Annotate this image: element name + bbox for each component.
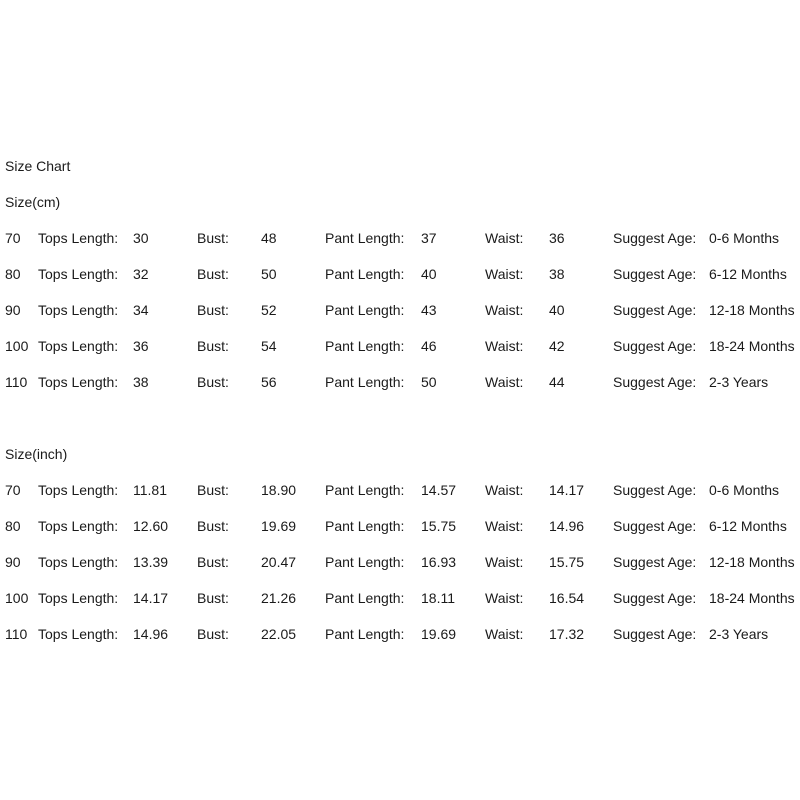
pant-length-value: 18.11 <box>421 590 455 606</box>
waist-value: 42 <box>549 338 565 354</box>
suggest-age-value: 2-3 Years <box>709 374 769 390</box>
cm-heading: Size(cm) <box>5 194 61 210</box>
tops-length-value: 13.39 <box>133 554 169 570</box>
tops-length-value: 32 <box>133 266 149 282</box>
tops-length-label: Tops Length: <box>38 302 119 318</box>
size-value: 110 <box>5 374 28 390</box>
suggest-age-value: 12-18 Months <box>709 554 795 570</box>
waist-label: Waist: <box>485 266 524 282</box>
waist-value: 14.17 <box>549 482 585 498</box>
pant-length-label: Pant Length: <box>325 482 405 498</box>
suggest-age-value: 2-3 Years <box>709 626 769 642</box>
table-row <box>0 266 800 282</box>
suggest-age-label: Suggest Age: <box>613 266 697 282</box>
waist-label: Waist: <box>485 374 524 390</box>
pant-length-label: Pant Length: <box>325 230 405 246</box>
size-value: 70 <box>5 230 21 246</box>
suggest-age-value: 6-12 Months <box>709 266 787 282</box>
pant-length-value: 43 <box>421 302 437 318</box>
inch-heading: Size(inch) <box>5 446 68 462</box>
size-value: 110 <box>5 626 28 642</box>
tops-length-value: 14.96 <box>133 626 169 642</box>
suggest-age-value: 0-6 Months <box>709 482 780 498</box>
waist-label: Waist: <box>485 518 524 534</box>
bust-value: 20.47 <box>261 554 297 570</box>
pant-length-label: Pant Length: <box>325 518 405 534</box>
bust-label: Bust: <box>197 626 229 642</box>
pant-length-label: Pant Length: <box>325 590 405 606</box>
suggest-age-label: Suggest Age: <box>613 230 697 246</box>
bust-label: Bust: <box>197 518 229 534</box>
waist-label: Waist: <box>485 626 524 642</box>
tops-length-label: Tops Length: <box>38 374 119 390</box>
tops-length-value: 12.60 <box>133 518 169 534</box>
tops-length-value: 14.17 <box>133 590 169 606</box>
suggest-age-label: Suggest Age: <box>613 302 697 318</box>
waist-label: Waist: <box>485 590 524 606</box>
pant-length-label: Pant Length: <box>325 374 405 390</box>
pant-length-label: Pant Length: <box>325 338 405 354</box>
tops-length-value: 34 <box>133 302 149 318</box>
suggest-age-label: Suggest Age: <box>613 338 697 354</box>
size-value: 90 <box>5 302 21 318</box>
table-row <box>0 302 800 318</box>
bust-label: Bust: <box>197 482 229 498</box>
bust-value: 18.90 <box>261 482 297 498</box>
suggest-age-label: Suggest Age: <box>613 482 697 498</box>
pant-length-label: Pant Length: <box>325 626 405 642</box>
bust-value: 50 <box>261 266 277 282</box>
waist-value: 16.54 <box>549 590 585 606</box>
pant-length-label: Pant Length: <box>325 266 405 282</box>
table-row <box>0 482 800 498</box>
size-value: 80 <box>5 266 21 282</box>
tops-length-label: Tops Length: <box>38 626 119 642</box>
pant-length-label: Pant Length: <box>325 302 405 318</box>
bust-value: 19.69 <box>261 518 297 534</box>
suggest-age-label: Suggest Age: <box>613 626 697 642</box>
bust-label: Bust: <box>197 302 229 318</box>
waist-value: 36 <box>549 230 565 246</box>
waist-value: 15.75 <box>549 554 585 570</box>
pant-length-value: 50 <box>421 374 437 390</box>
bust-label: Bust: <box>197 338 229 354</box>
suggest-age-label: Suggest Age: <box>613 374 697 390</box>
pant-length-value: 14.57 <box>421 482 457 498</box>
waist-value: 17.32 <box>549 626 585 642</box>
bust-value: 22.05 <box>261 626 297 642</box>
tops-length-label: Tops Length: <box>38 554 119 570</box>
suggest-age-label: Suggest Age: <box>613 590 697 606</box>
pant-length-value: 46 <box>421 338 437 354</box>
pant-length-value: 16.93 <box>421 554 457 570</box>
table-row <box>0 230 800 246</box>
pant-length-value: 40 <box>421 266 437 282</box>
suggest-age-value: 18-24 Months <box>709 338 795 354</box>
bust-value: 56 <box>261 374 277 390</box>
waist-value: 38 <box>549 266 565 282</box>
pant-length-value: 15.75 <box>421 518 457 534</box>
bust-value: 52 <box>261 302 277 318</box>
tops-length-label: Tops Length: <box>38 230 119 246</box>
pant-length-value: 19.69 <box>421 626 457 642</box>
tops-length-label: Tops Length: <box>38 338 119 354</box>
size-value: 90 <box>5 554 21 570</box>
waist-label: Waist: <box>485 302 524 318</box>
bust-label: Bust: <box>197 590 229 606</box>
suggest-age-label: Suggest Age: <box>613 518 697 534</box>
size-value: 70 <box>5 482 21 498</box>
waist-value: 44 <box>549 374 565 390</box>
table-row <box>0 338 800 354</box>
tops-length-value: 30 <box>133 230 149 246</box>
table-row <box>0 626 800 642</box>
tops-length-value: 38 <box>133 374 149 390</box>
waist-label: Waist: <box>485 338 524 354</box>
bust-label: Bust: <box>197 230 229 246</box>
tops-length-label: Tops Length: <box>38 518 119 534</box>
tops-length-label: Tops Length: <box>38 590 119 606</box>
waist-value: 40 <box>549 302 565 318</box>
suggest-age-value: 6-12 Months <box>709 518 787 534</box>
page-title: Size Chart <box>5 158 71 174</box>
table-row <box>0 590 800 606</box>
bust-label: Bust: <box>197 374 229 390</box>
waist-value: 14.96 <box>549 518 585 534</box>
size-value: 80 <box>5 518 21 534</box>
tops-length-label: Tops Length: <box>38 266 119 282</box>
bust-label: Bust: <box>197 266 229 282</box>
table-row <box>0 554 800 570</box>
suggest-age-value: 18-24 Months <box>709 590 795 606</box>
bust-value: 48 <box>261 230 277 246</box>
suggest-age-label: Suggest Age: <box>613 554 697 570</box>
suggest-age-value: 12-18 Months <box>709 302 795 318</box>
size-value: 100 <box>5 338 29 354</box>
waist-label: Waist: <box>485 554 524 570</box>
bust-value: 21.26 <box>261 590 297 606</box>
table-row <box>0 518 800 534</box>
pant-length-value: 37 <box>421 230 437 246</box>
pant-length-label: Pant Length: <box>325 554 405 570</box>
suggest-age-value: 0-6 Months <box>709 230 780 246</box>
table-row <box>0 374 800 390</box>
waist-label: Waist: <box>485 482 524 498</box>
waist-label: Waist: <box>485 230 524 246</box>
tops-length-value: 36 <box>133 338 149 354</box>
tops-length-label: Tops Length: <box>38 482 119 498</box>
tops-length-value: 11.81 <box>133 482 167 498</box>
size-value: 100 <box>5 590 29 606</box>
bust-label: Bust: <box>197 554 229 570</box>
bust-value: 54 <box>261 338 277 354</box>
